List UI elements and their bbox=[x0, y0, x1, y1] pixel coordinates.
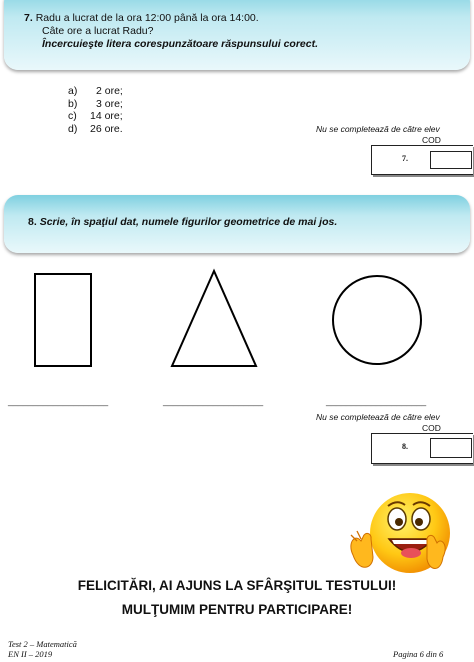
answer-blank-2[interactable]: ____________________ bbox=[163, 396, 264, 406]
option-d[interactable] bbox=[68, 123, 123, 136]
option-b[interactable] bbox=[68, 98, 123, 111]
question-8-text bbox=[28, 216, 337, 229]
code-field-7 bbox=[430, 151, 472, 169]
code-box-8-label: 8. bbox=[402, 442, 408, 451]
footer-test-title: Test 2 – Matematică bbox=[8, 639, 77, 649]
option-letter: b) bbox=[68, 97, 78, 110]
cod-label-7: COD bbox=[422, 135, 441, 145]
triangle-shape bbox=[172, 271, 256, 366]
question-7-instruction: Încercuieşte litera corespunzătoare răspunsului corect. bbox=[42, 38, 319, 50]
option-text: 2 ore; bbox=[96, 85, 123, 97]
option-text: 26 ore. bbox=[90, 122, 123, 135]
closing-line-2: MULŢUMIM PENTRU PARTICIPARE! bbox=[121, 602, 353, 617]
code-box-7 bbox=[371, 145, 473, 175]
answer-blank-1[interactable]: ____________________ bbox=[8, 396, 109, 406]
question-8-instruction: Scrie, în spaţiul dat, numele figurilor geometrice de mai jos. bbox=[39, 216, 338, 228]
option-letter: a) bbox=[68, 85, 78, 97]
option-letter: d) bbox=[68, 122, 78, 135]
code-box-7-label: 7. bbox=[402, 154, 408, 163]
rectangle-shape bbox=[35, 274, 91, 366]
circle-shape bbox=[333, 276, 421, 364]
option-text: 14 ore; bbox=[90, 110, 123, 122]
footer-page-number: Pagina 6 din 6 bbox=[393, 649, 444, 659]
option-a[interactable] bbox=[68, 85, 123, 98]
question-7-line1: Radu a lucrat de la ora 12:00 până la ora 14:00. bbox=[35, 12, 259, 24]
code-field-8 bbox=[430, 438, 472, 458]
geometric-figures bbox=[0, 262, 474, 372]
code-box-8 bbox=[371, 433, 473, 464]
grader-note-7: Nu se completează de către elev bbox=[316, 124, 440, 134]
smiling-face-emoji-icon bbox=[345, 485, 465, 585]
question-8-number: 8. bbox=[28, 216, 37, 228]
cod-label-8: COD bbox=[422, 423, 441, 433]
question-7-text bbox=[24, 12, 259, 25]
question-7-line2: Câte ore a lucrat Radu? bbox=[42, 25, 154, 37]
option-letter: c) bbox=[68, 110, 77, 122]
footer-exam: EN II – 2019 bbox=[8, 649, 53, 659]
grader-note-8: Nu se completează de către elev bbox=[316, 412, 440, 422]
option-c[interactable] bbox=[68, 110, 123, 123]
question-7-number: 7. bbox=[24, 12, 33, 24]
answer-blank-3[interactable]: ____________________ bbox=[326, 396, 427, 406]
closing-line-1: FELICITĂRI, AI AJUNS LA SFÂRŞITUL TESTULUI! bbox=[77, 578, 397, 593]
option-text: 3 ore; bbox=[96, 97, 123, 110]
